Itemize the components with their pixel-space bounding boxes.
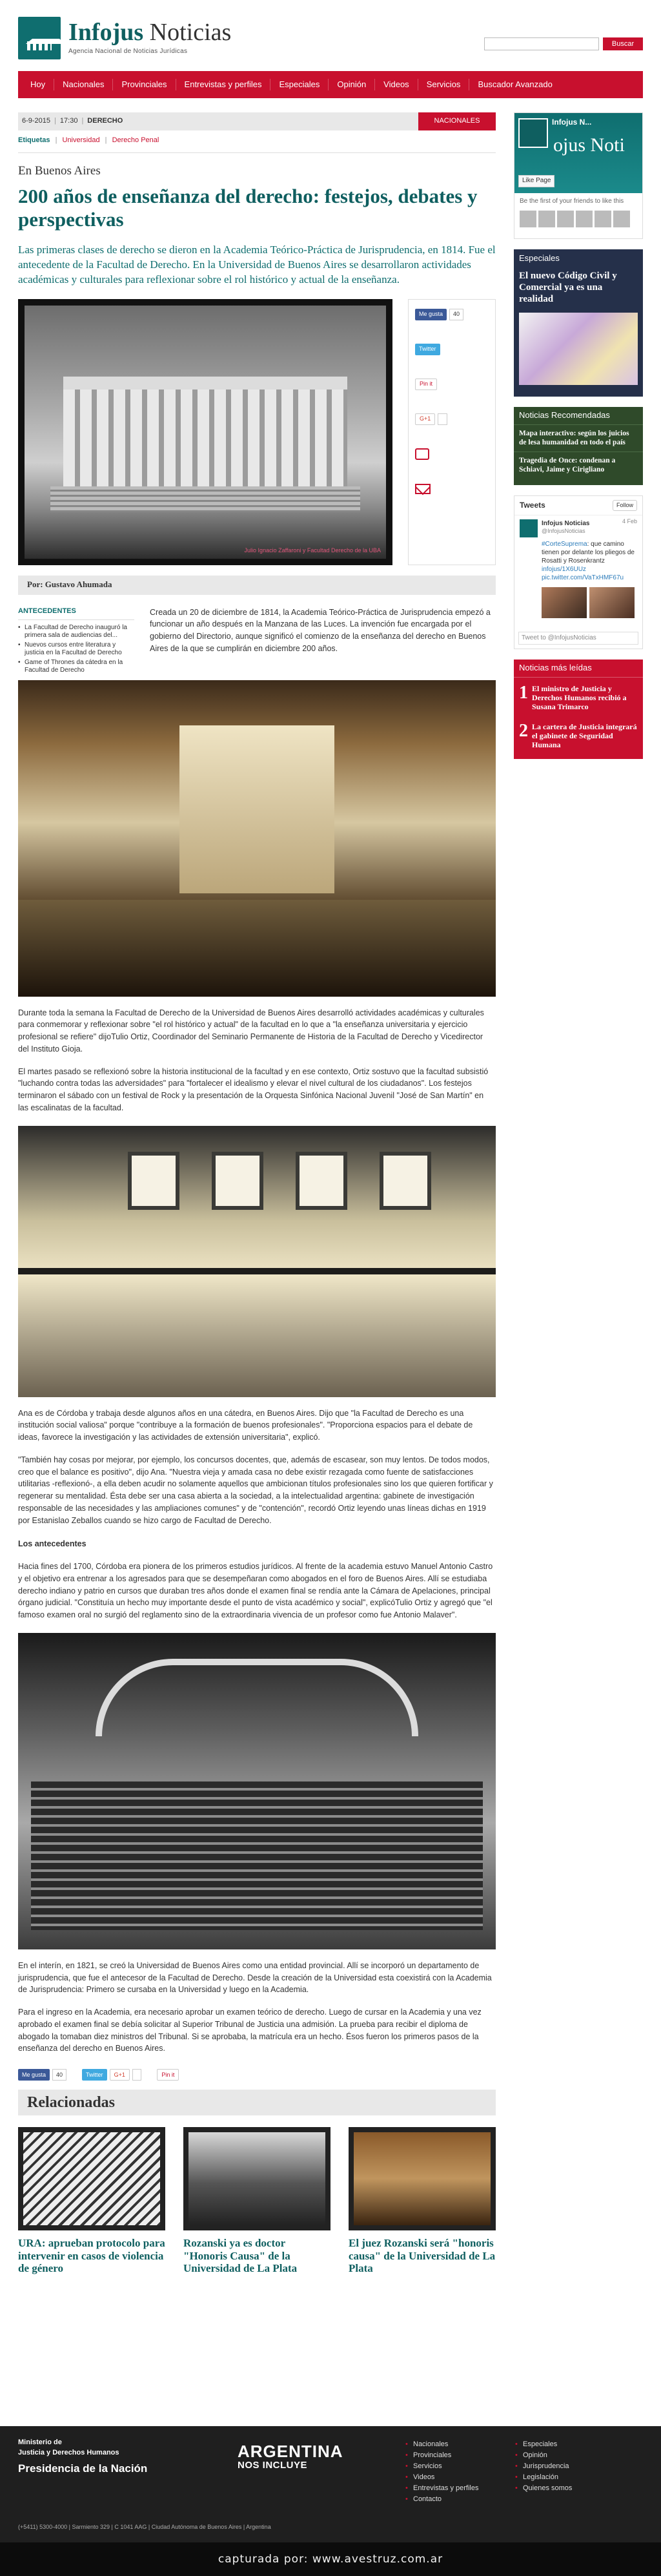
photo-staircase xyxy=(18,1126,496,1397)
article-paragraph: En el interín, en 1821, se creó la Universidad de Buenos Aires como una entidad provincial. Allí se incorporó un departamento de jurisprudencia, que fue el antecesor de la Facultad de Derecho. Desde la creación de la Universidad esta coexistirá con la Academia de Jurisprudencia: Primero se cursaba en la Universidad y luego en la Academia. xyxy=(18,1960,492,1995)
recomendadas-title: Noticias Recomendadas xyxy=(514,407,643,425)
facebook-faces xyxy=(520,211,637,227)
nav-item-videos[interactable]: Videos xyxy=(375,79,418,91)
capture-watermark: capturada por: www.avestruz.com.ar xyxy=(0,2542,661,2576)
logo-subtitle: Agencia Nacional de Noticias Jurídicas xyxy=(68,47,188,55)
article-section: DERECHO xyxy=(87,117,123,125)
article-paragraph: Hacia fines del 1700, Córdoba era pionera de los primeros estudios jurídicos. Al frente de la academia estuvo Manuel Antonio Castro y el objetivo era entrenar a los agresados para que se desempeñaran como abogados en el foro de Buenos Aires. Allí se estudiaba derecho indiano y patrio en cursos que duraban tres años donde el examen final se rendía ante la Cámara de Apelaciones, principal órgano judicial. "Constituía un hecho muy importante desde el punto de vista académico y social", explicóTulio Ortiz y agregó que "el famoso examen oral no surgió del reglamento sino de la extraordinaria vivencia de un profesor como fue Antonio Malaver". xyxy=(18,1562,493,1620)
related-item[interactable] xyxy=(18,2127,165,2275)
recomendada-link[interactable]: Tragedia de Once: condenan a Schiavi, Jaime y Cirigliano xyxy=(519,456,616,474)
site-header xyxy=(18,0,643,71)
category-tag[interactable]: NACIONALES xyxy=(418,112,496,130)
facebook-like-count: 40 xyxy=(52,2069,66,2081)
argentina-logo: ARGENTINA NOS INCLUYE xyxy=(238,2442,343,2471)
antecedentes-title: ANTECEDENTES xyxy=(18,607,134,620)
sidebar xyxy=(514,112,643,759)
related-list xyxy=(18,2127,496,2275)
footer-links xyxy=(405,2439,478,2505)
footer-link[interactable]: • Legislación xyxy=(515,2472,572,2483)
ministry-logo[interactable] xyxy=(18,2438,147,2477)
related-item-title[interactable]: Rozanski ya es doctor "Honoris Causa" de la Universidad de La Plata xyxy=(183,2237,298,2275)
footer-link[interactable]: • Provinciales xyxy=(405,2450,478,2461)
article-lead: Las primeras clases de derecho se dieron en la Academia Teórico-Práctica de Jurisprudencia, en 1814. Fue el antecedente de la Facultad de Derecho. En la Universidad de Buenos Aires se desarrollaron actividades académicas y culturales para reflexionar sobre el rol histórico y actual de la enseñanza. xyxy=(18,243,496,286)
tag-link[interactable]: Universidad xyxy=(62,136,100,144)
google-plus-button[interactable]: G+1 xyxy=(110,2069,130,2081)
share-bar-bottom xyxy=(18,2069,496,2081)
pinterest-button[interactable]: Pin it xyxy=(415,379,437,390)
footer-link[interactable]: • Quienes somos xyxy=(515,2483,572,2494)
facebook-like-button[interactable]: Me gusta xyxy=(415,309,447,320)
article-intro: Creada un 20 de diciembre de 1814, la Academia Teórico-Práctica de Jurisprudencia empezó a funcionar un año después en la Manzana de las Luces. La invención fue encargada por el gobierno del Directorio, aunque significó el comienzo de la enseñanza del derecho en Buenos Aires de la que se cumplirán en diciembre 200 años. xyxy=(150,607,491,653)
article-title: 200 años de enseñanza del derecho: festejos, debates y perspectivas xyxy=(18,185,478,231)
search-button[interactable]: Buscar xyxy=(603,37,643,50)
google-plus-count xyxy=(438,413,447,425)
photo-hallway xyxy=(18,680,496,997)
tweets-title: Tweets xyxy=(520,500,545,510)
related-item[interactable] xyxy=(349,2127,496,2275)
nav-item-entrevistas[interactable]: Entrevistas y perfiles xyxy=(176,79,271,91)
main-nav xyxy=(18,71,643,98)
especiales-image[interactable] xyxy=(519,313,638,385)
pinterest-button[interactable]: Pin it xyxy=(157,2069,179,2081)
article-paragraph: El martes pasado se reflexionó sobre la historia institucional de la facultad y en ese contexto, Ortiz sostuvo que la facultad subsistió "luchando contra todas las adversidades" para "fortalecer el idealismo y elevar el nivel cultural de los ciudadanos". Los festejos terminaron el sábado con un festival de Rock y la presentación de la Orquesta Sinfónica Nacional Juvenil "José de San Martín" en las escalinatas de la facultad. xyxy=(18,1066,489,1112)
facebook-cover-text: ojus Noti xyxy=(553,134,625,156)
especiales-headline[interactable]: El nuevo Código Civil y Comercial ya es una realidad xyxy=(519,271,617,304)
hero-caption: Julio Ignacio Zaffaroni y Facultad Derecho de la UBA xyxy=(244,546,381,554)
ministry-line1: Ministerio de xyxy=(18,2438,62,2446)
tags-label: Etiquetas xyxy=(18,136,50,144)
related-item[interactable] xyxy=(183,2127,330,2275)
related-item-title[interactable]: El juez Rozanski será "honoris causa" de la Universidad de La Plata xyxy=(349,2237,496,2275)
presidency-label: Presidencia de la Nación xyxy=(18,2462,148,2475)
tweet-link[interactable]: infojus/1X6UUz pic.twitter.com/VaTxHMF67u xyxy=(542,565,624,581)
tweet-images[interactable] xyxy=(542,587,637,618)
recomendada-link[interactable]: Mapa interactivo: según los juicios de lesa humanidad en todo el país xyxy=(514,425,643,452)
site-logo[interactable] xyxy=(18,16,270,61)
rank-number: 1 xyxy=(519,682,528,703)
facebook-like-button[interactable]: Me gusta xyxy=(18,2069,50,2081)
email-icon[interactable] xyxy=(415,484,431,494)
nav-item-opinion[interactable]: Opinión xyxy=(329,79,375,91)
article-paragraph: Para el ingreso en la Academia, era necesario aprobar un examen teórico de derecho. Luego de cursar en la Academia y una vez aprobado el examen final se debía solicitar al Superior Tribunal de Justicia una admisión. La prueba para recibir el diploma de abogado la tomaban diez ministros del Tribunal. Si se aprobaba, la matrícula era un hecho. Ésos fueron los primeros pasos de la enseñanza del derecho en Buenos Aires. xyxy=(18,2008,482,2053)
mas-leidas-link[interactable]: El ministro de Justicia y Derechos Humanos recibió a Susana Trimarco xyxy=(532,683,627,712)
recomendadas-box xyxy=(514,407,643,485)
antecedente-link[interactable]: • Game of Thrones da cátedra en la Facultad de Derecho xyxy=(18,659,134,675)
mas-leidas-box xyxy=(514,660,643,759)
google-plus-button[interactable]: G+1 xyxy=(415,413,435,425)
mas-leidas-item[interactable] xyxy=(514,678,643,716)
tweet-text: #CorteSuprema: que camino tienen por delante los pliegos de Rosatti y Rosenkrantz infojus/1X6UUz pic.twitter.com/VaTxHMF67u xyxy=(542,540,635,581)
logo-title: Infojus Noticias xyxy=(68,18,232,46)
search-input[interactable] xyxy=(484,37,599,50)
section-heading: Los antecedentes xyxy=(18,1539,86,1549)
search-form xyxy=(484,37,643,50)
article-tags: Etiquetas | Universidad | Derecho Penal xyxy=(18,136,159,144)
tweet-avatar[interactable] xyxy=(520,519,538,537)
article-time: 17:30 xyxy=(59,117,78,125)
footer-link[interactable]: • Videos xyxy=(405,2472,478,2483)
footer-address: (+5411) 5300-4000 | Sarmiento 329 | C 1041 AAG | Ciudad Autónoma de Buenos Aires | Argentina xyxy=(18,2524,271,2530)
footer-links xyxy=(515,2439,572,2494)
tweet-compose-input[interactable]: Tweet to @InfojusNoticias xyxy=(518,632,638,645)
especiales-box xyxy=(514,249,643,397)
related-title: Relacionadas xyxy=(18,2090,496,2115)
ministry-line2: Justicia y Derechos Humanos xyxy=(18,2448,119,2457)
article-kicker: En Buenos Aires xyxy=(18,163,101,178)
footer-link[interactable]: • Jurisprudencia xyxy=(515,2461,572,2472)
hero-image xyxy=(18,299,392,565)
article-column xyxy=(18,112,496,2275)
footer-link[interactable]: • Entrevistas y perfiles xyxy=(405,2483,478,2494)
nav-item-buscador[interactable]: Buscador Avanzado xyxy=(478,79,553,89)
nav-item-nacionales[interactable]: Nacionales xyxy=(54,79,113,91)
tweet-hashtag[interactable]: #CorteSuprema xyxy=(542,540,587,548)
tweet-date[interactable]: 4 Feb xyxy=(622,517,637,525)
mas-leidas-link[interactable]: La cartera de Justicia integrará el gabinete de Seguridad Humana xyxy=(532,722,637,750)
logo-icon xyxy=(18,17,61,59)
footer-link[interactable]: • Especiales xyxy=(515,2439,572,2450)
footer-link[interactable]: • Contacto xyxy=(405,2494,478,2505)
article-date: 6-9-2015 xyxy=(22,117,51,125)
tag-link[interactable]: Derecho Penal xyxy=(112,136,159,144)
facebook-page-name[interactable]: Infojus N... xyxy=(552,118,592,127)
nav-item-hoy[interactable]: Hoy xyxy=(22,79,54,91)
related-item-title[interactable]: URA: aprueban protocolo para intervenir en casos de violencia de género xyxy=(18,2237,165,2275)
facebook-friends-text: Be the first of your friends to like this xyxy=(520,198,624,205)
facebook-like-page-button[interactable]: Like Page xyxy=(518,175,554,187)
nav-item-servicios[interactable]: Servicios xyxy=(418,79,470,91)
site-footer xyxy=(0,2426,661,2542)
nav-item-provinciales[interactable]: Provinciales xyxy=(113,79,176,91)
article-meta-bar: 6-9-2015 | 17:30 | DERECHO NACIONALES xyxy=(18,112,496,130)
facebook-page-widget xyxy=(514,112,643,239)
footer-link[interactable]: • Servicios xyxy=(405,2461,478,2472)
twitter-share-button[interactable]: Twitter xyxy=(82,2069,107,2081)
mas-leidas-title: Noticias más leídas xyxy=(514,660,643,678)
antecedente-link[interactable]: • La Facultad de Derecho inauguró la primera sala de audiencias del... xyxy=(18,624,134,640)
antecedentes-box xyxy=(18,607,134,676)
rank-number: 2 xyxy=(519,720,528,741)
photo-auditorium xyxy=(18,1633,496,1949)
twitter-share-button[interactable]: Twitter xyxy=(415,344,440,355)
twitter-follow-button[interactable]: Follow xyxy=(613,500,637,511)
article-byline: Por: Gustavo Ahumada xyxy=(18,576,496,595)
twitter-widget xyxy=(514,495,643,649)
article-paragraph: Ana es de Córdoba y trabaja desde algunos años en una cátedra, en Buenos Aires. Dijo que "la Facultad de Derecho es una institución social valiosa" porque "contribuye a la formación de buenos profesionales". "Proporciona espacios para el debate de ideas, favorece la investigación y las actividades de extensión universitaria", explicó. xyxy=(18,1408,473,1442)
facebook-like-count: 40 xyxy=(449,309,463,320)
especiales-title: Especiales xyxy=(514,249,643,267)
mas-leidas-item[interactable] xyxy=(514,716,643,754)
footer-link[interactable]: • Nacionales xyxy=(405,2439,478,2450)
facebook-page-logo xyxy=(518,118,548,148)
print-icon[interactable] xyxy=(415,448,429,460)
tweet-handle[interactable]: @InfojusNoticias xyxy=(542,527,585,534)
footer-link[interactable]: • Opinión xyxy=(515,2450,572,2461)
antecedente-link[interactable]: • Nuevos cursos entre literatura y justicia en la Facultad de Derecho xyxy=(18,641,134,658)
article-paragraph: "También hay cosas por mejorar, por ejemplo, los concursos docentes, que, además de escasear, son muy lentos. De todos modos, creo que el balance es positivo", dijo Ana. "Nuestra vieja y amada casa no debe existir rezagada como fuente de satisfacciones utilitarias -reflexionó-, a ella deben acudir no solamente aquellos que ambicionan títulos profesionales sino los que quieren fortificar y regenerar su mentalidad. Ésta debe ser una casa abierta a la sociedad, a la intelectualidad argentina: gabinete de investigación responsable de las necesidades y las ampliaciones comunes" y de "contención", recordó Ortiz leyendo unas líneas dichas en 1919 por Estanislao Zeballos cuando se hizo cargo de Facultad de Derecho. xyxy=(18,1455,493,1525)
article-paragraph: Durante toda la semana la Facultad de Derecho de la Universidad de Buenos Aires desarrolló actividades académicas y culturales para conmemorar y reflexionar sobre "el rol histórico y actual" de la facultad en lo que a "la enseñanza universitaria y ejercicio profesional se refiere" dijoTulio Ortiz, Coordinador del Seminario Permanente de Historia de la Facultad de Derecho y Vicedirector del Instituto Gioja. xyxy=(18,1008,484,1054)
share-column xyxy=(408,299,496,565)
google-plus-count xyxy=(132,2069,142,2081)
nav-item-especiales[interactable]: Especiales xyxy=(270,79,329,91)
tweet-author[interactable]: Infojus Noticias xyxy=(542,519,590,527)
